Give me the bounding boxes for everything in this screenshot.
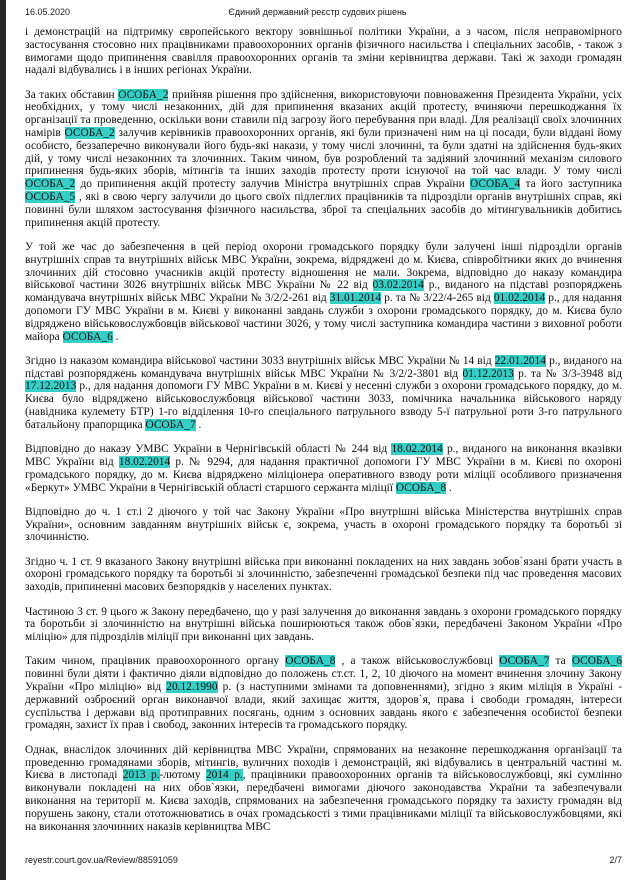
highlighted-token: ОСОБА_7 [145,418,196,431]
text-segment: . [195,418,202,431]
text-segment: р., для надання допомоги ГУ МВС України в м. Києві у несенні служби з охорони громадського порядку, до м. Києва було відряджено військовослужбовця військової частини 3033, помічника начальника військового наряду (навідника кулемету БТР) 1-го відділення 10-го спеціального патрульного взводу 5-ї патрульної роти 3-го патрульного батальйону прапорщика [25,380,622,431]
text-segment: р., для надання допомоги ГУ МВС України в м. Києві у виконанні завдань служби з охорони громадського порядку, до м. Києва було відряджено військовослужбовців військової частини 3026, у тому числі заступника командира частини з виховної роботи майора [25,292,622,343]
text-segment: Таким чином, працівник правоохоронного органу [25,655,286,668]
text-segment: та його заступника [520,178,622,191]
highlighted-token: ОСОБА_6 [571,655,623,668]
highlighted-token: ОСОБА_2 [64,127,115,140]
highlighted-token: 22.01.2014 [494,354,546,367]
text-segment: Згідно ч. 1 ст. 9 вказаного Закону внутрішні війська при виконанні покладених на них завдань зобов`язані брати участь в охороні громадського порядку та боротьбі зі злочинністю, забезпеченні громадської безпеки під час проведення масових заходів, припиненні масових безпорядків у населених пунктах. [25,555,622,594]
text-segment: до припинення акцій протесту залучив Міністра внутрішніх справ України [75,178,471,191]
paragraph [25,556,622,594]
highlighted-token: ОСОБА_5 [25,191,76,204]
text-segment: р. № 9294, для надання практичної допомоги ГУ МВС України в м. Києві по охороні громадського порядку, до м. Києва відряджено міліціонера оперативного взводу роти міліції особливого призначення «Беркут» УМВС України в Чернігівській області старшого сержанта міліції [25,455,622,494]
highlighted-token: 03.02.2014 [372,279,424,292]
footer-url: reyestr.court.gov.ua/Review/88591059 [25,855,178,865]
text-segment: р., виданого на підставі розпоряджень командувача внутрішніх військ МВС України № 3/2/2-3801 від [25,354,622,380]
text-segment: повинні були діяти і фактично діяли відповідно до положень ст.ст. 1, 2, 10 діючого на момент вчинення злочину Закону України «Про міліцію» від [25,668,622,694]
text-segment: , а також військовослужбовці [335,655,500,668]
text-segment: р. та № 3/22/4-265 від [381,292,494,305]
text-segment: залучив керівників правоохоронних органів, які були призначені ним на ці посади, були віддані йому особисто, беззаперечно виконували його будь-які накази, у тому числі злочинні, та були здатні на здійснення будь-яких дій, у тому числі незаконних та злочинних. Таким чином, був розроблений та задіяний злочинний механізм силового припинення будь-яких зборів, мітингів та інших заходів протесту проти існуючої на той час влади. У тому числі [25,127,622,178]
highlighted-token: 18.02.2014 [118,455,171,468]
text-segment: р. (з наступними змінами та доповненнями), згідно з яким міліція в Україні - державний озброєний орган виконавчої влади, який захищає життя, здоров`я, права і свободи громадян, інтереси суспільства і держави від протиправних посягань, одним з основних завдань якого є забезпечення особистої безпеки громадян, захист їх прав і свобод, законних інтересів та громадського порядку. [25,681,622,732]
document-text [25,26,622,833]
highlighted-token: 01.02.2014 [493,292,546,305]
print-header [0,7,635,21]
viewer-left-border [0,0,6,880]
text-segment: і демонстрацій на підтримку європейського вектору зовнішньої політики України, а з часом, після неправомірного застосування стосовно них працівниками правоохоронних органів фізичного насильства і спеціальних засобів, - також з вимогами щодо припинення свавілля правоохоронних органів та зміни керівництва держави. Такі ж заходи громадян надалі відбувались і в інших регіонах України. [25,26,622,77]
paragraph [25,606,622,644]
paragraph [25,744,622,834]
header-date: 16.05.2020 [25,7,71,17]
page-indicator: 2/7 [609,855,622,865]
paragraph [25,241,622,343]
highlighted-token: 31.01.2014 [329,292,382,305]
text-segment: Частиною 3 ст. 9 цього ж Закону передбачено, що у разі залучення до виконання завдань з охорони громадського порядку та боротьби зі злочинністю на внутрішні війська поширюються також обов`язки, передбачені Законом України «Про міліцію» для підрозділів міліції при виконанні цих завдань. [25,605,622,644]
highlighted-token: ОСОБА_4 [470,178,521,191]
highlighted-token: 17.12.2013 [25,380,77,393]
paragraph [25,506,622,544]
highlighted-token: ОСОБА_2 [25,178,76,191]
text-segment: -лютому [159,769,206,782]
text-segment: , працівники правоохоронних органів та військовослужбовці, які сумлінно виконували покладені на них обов`язки, передбачені вимогами діючого законодавства України та забезпечували виконання на території м. Києва заходів, спрямованих на забезпечення громадського порядку та захисту громадян від порушень закону, стали ототожнюватись в очах громадськості з тими працівниками міліції та військовослужбовцями, які на виконання злочинних наказів керівництва МВС [25,769,623,833]
text-segment: р. та № 3/3-3948 від [513,367,622,380]
highlighted-token: ОСОБА_8 [285,655,336,668]
highlighted-token: 01.12.2013 [462,367,514,380]
highlighted-token: ОСОБА_7 [499,655,550,668]
highlighted-token: ОСОБА_2 [118,88,169,101]
text-segment: . [446,481,452,494]
highlighted-token: 2014 р. [205,769,243,782]
registry-title: Єдиний державний реєстр судових рішень [228,7,407,17]
text-segment: . [112,330,119,343]
paragraph [25,26,622,77]
text-segment: Відповідно до ч. 1 ст.і 2 діючого у той час Закону України «Про внутрішні війська Міністерства внутрішніх справ України», основним завданням внутрішніх військ є, зокрема, участь в охороні громадського порядку та боротьбі зі злочинністю. [25,505,622,544]
highlighted-token: ОСОБА_6 [62,330,113,343]
text-segment: Відповідно до наказу УМВС України в Чернігівській області № 244 від [25,443,392,456]
highlighted-token: 18.02.2014 [391,443,443,456]
paragraph [25,89,622,230]
paragraph [25,355,622,432]
text-segment: прийняв рішення про здійснення, використовуючи повноваження Президента України, усіх необхідних, у тому числі незаконних, дій для припинення вказаних акцій протесту, вчиняючи перешкоджання їх організації та проведенню, оскільки вони ставили під загрозу його перебування при владі. Для реалізації своїх злочинних намірів [25,88,622,140]
text-segment: Згідно із наказом командира військової частини 3033 внутрішніх військ МВС України № 14 від [25,354,495,367]
text-segment: р., виданого на підставі розпоряджень командувача внутрішніх військ МВС України № 3/2/2-261 від [25,279,622,305]
highlighted-token: ОСОБА_8 [395,481,447,494]
paragraph [25,655,622,732]
paragraph [25,443,622,494]
text-segment: р., виданого на виконання вказівки МВС України від [25,443,623,468]
highlighted-token: 20.12.1990 [166,681,218,694]
text-segment: Однак, внаслідок злочинних дій керівництва МВС України, спрямованих на незаконне перешкоджання організації та проведенню громадянами зборів, мітингів, вуличних походів і демонстрацій, які відбувались в центральній частині м. Києва в листопаді [25,743,622,782]
text-segment: За таких обставин [25,88,119,101]
text-segment: та [549,655,572,668]
text-segment: У той же час до забезпечення в цей період охорони громадського порядку були залучені інші підрозділи органів внутрішніх справ та внутрішніх військ МВС України, зокрема, відряджені до м. Києва, співробітники яких до вчинення злочинних дій стосовно учасників акцій протесту відношення не мали. Зокрема, відповідно до наказу командира військової частини 3026 внутрішніх військ МВС України № 22 від [25,240,622,292]
text-segment: , які в свою чергу залучили до цього своїх підлеглих працівників та підрозділи органів внутрішніх справ, які повинні були шляхом застосування фізичного насильства, зброї та спеціальних засобів до мітингувальників добитись припинення акцій протесту. [25,191,622,229]
highlighted-token: 2013 р. [122,769,160,782]
